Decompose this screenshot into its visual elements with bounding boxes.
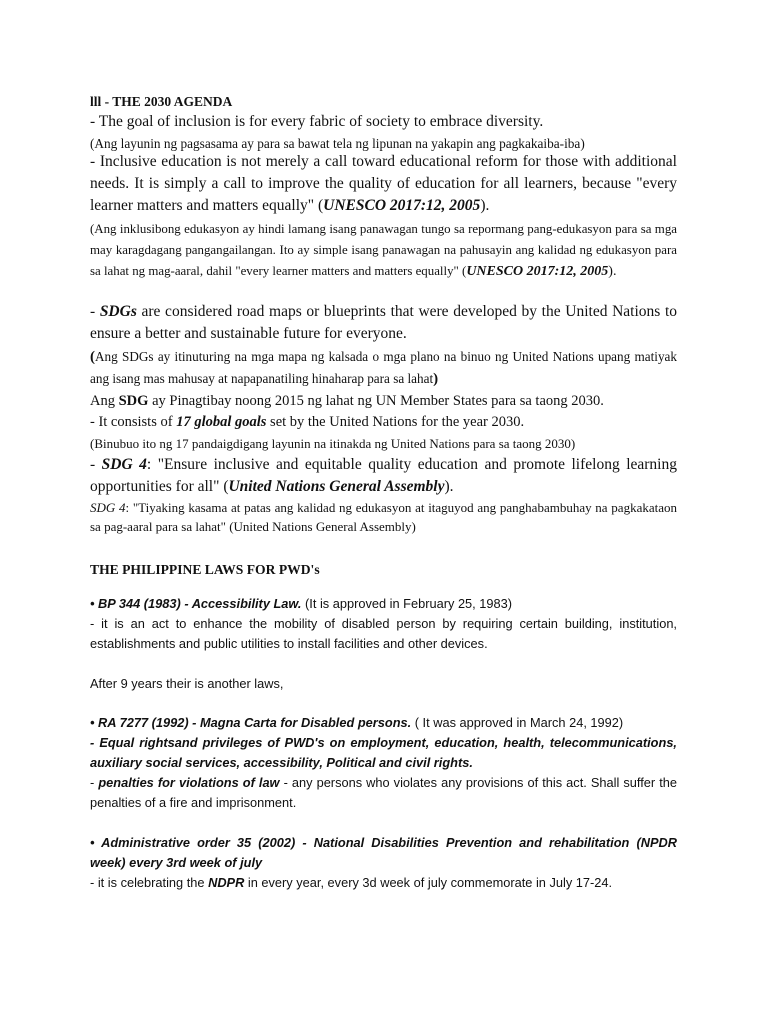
ra7277-date: ( It was approved in March 24, 1992) (411, 715, 624, 730)
bp344-title: • BP 344 (1983) - Accessibility Law. (90, 596, 302, 611)
ra7277-title-line (90, 713, 677, 733)
ra7277-rights: - Equal rightsand privileges of PWD's on employment, education, health, telecommunications, auxiliary social services, accessibility, Political and civil rights. (90, 735, 677, 770)
sdg-adoption-post: ay Pinagtibay noong 2015 ng lahat ng UN Member States para sa taong 2030. (148, 393, 604, 409)
inclusive-translation-text: (Ang inklusibong edukasyon ay hindi lamang isang panawagan tungo sa repormang pang-edukasyon para sa mga may karagdagang pangangailangan. Ito ay simple isang panawagan na pahusayin ang kalidad ng edukasyon para sa lahat ng mag-aaral, dahil "every learner matters and matters equally" ( (90, 222, 677, 278)
ao35-post: in every year, every 3d week of july commemorate in July 17-24. (244, 875, 613, 890)
sdgs-translation-close: ) (433, 371, 439, 387)
inclusion-goal-line: - The goal of inclusion is for every fabric of society to embrace diversity. (90, 113, 544, 130)
ao35-pre: - it is celebrating the (90, 875, 209, 890)
ao35-description (90, 873, 677, 893)
bp344-title-line (90, 594, 677, 614)
inclusive-translation-close: ). (608, 263, 617, 279)
sdg4-dash: - (90, 456, 102, 473)
ao35-title: • Administrative order 35 (2002) - National Disabilities Prevention and rehabilitation (NPDR week) every 3rd week of july (90, 835, 677, 870)
global-goals-line (90, 411, 677, 434)
sdgs-term: SDGs (99, 303, 137, 320)
global-goals-term: 17 global goals (176, 414, 267, 430)
penalties-dash: - (90, 775, 99, 790)
global-goals-translation: (Binubuo ito ng 17 pandaigdigang layunin na itinakda ng United Nations para sa taong 2030) (90, 436, 576, 451)
sdgs-text: are considered road maps or blueprints that were developed by the United Nations to ensure a better and sustainable future for everyone. (90, 303, 677, 342)
sdgs-paragraph (90, 301, 677, 345)
inclusive-education-translation (90, 219, 677, 282)
ra7277-title: • RA 7277 (1992) - Magna Carta for Disabled persons. (90, 715, 412, 730)
inclusive-education-text: - Inclusive education is not merely a call toward educational reform for those with additional needs. It is simply a call to improve the quality of education for all learners, because "every learner matters and matters equally" ( (90, 153, 677, 214)
sdg4-translation-term: SDG 4 (90, 500, 126, 515)
ndpr-term: NDPR (208, 875, 245, 890)
penalties-term: penalties for violations of law (98, 775, 280, 790)
sdg4-translation (90, 498, 677, 536)
sdgs-translation (90, 346, 677, 390)
after-nine-years-note: After 9 years their is another laws, (90, 676, 284, 691)
sdg4-paragraph (90, 454, 677, 498)
sdgs-translation-open: ( (90, 349, 95, 365)
penalties-text: - any persons who violates any provisions of this act. Shall suffer the penalties of a fire and imprisonment. (90, 775, 677, 810)
bp344-date: (It is approved in February 25, 1983) (301, 596, 513, 611)
global-goals-pre: - It consists of (90, 414, 177, 430)
sdg4-close: ). (444, 478, 454, 495)
bp344-description: - it is an act to enhance the mobility of disabled person by requiring certain building, institution, establishments and public utilities to install facilities and other devices. (90, 616, 677, 651)
sdg4-translation-text: : "Tiyaking kasama at patas ang kalidad ng edukasyon at itaguyod ang panghabambuhay na pagkakataon sa pag-aaral para sa lahat" (United Nations General Assembly) (90, 500, 677, 534)
global-goals-post: set by the United Nations for the year 2030. (266, 414, 525, 430)
sdgs-dash: - (90, 303, 100, 320)
sdg4-term: SDG 4 (101, 456, 147, 473)
sdg4-text: : "Ensure inclusive and equitable quality education and promote lifelong learning opportunities for all" ( (90, 456, 677, 495)
sdg-term: SDG (118, 393, 149, 409)
inclusive-close: ). (480, 197, 490, 214)
sdg-adoption-line (90, 390, 677, 413)
inclusion-goal-translation: (Ang layunin ng pagsasama ay para sa bawat tela ng lipunan na yakapin ang pagkakaiba-iba) (90, 136, 585, 151)
ra7277-penalties (90, 773, 677, 812)
un-general-assembly-citation: United Nations General Assembly (228, 478, 445, 495)
inclusive-education-paragraph (90, 151, 677, 217)
sdgs-translation-text: Ang SDGs ay itinuturing na mga mapa ng kalsada o mga plano na binuo ng United Nations upang matiyak ang isang mas mahusay at napapanatiling hinaharap para sa lahat (90, 349, 677, 386)
pwd-laws-heading: THE PHILIPPINE LAWS FOR PWD's (90, 562, 320, 577)
agenda-heading: lll - THE 2030 AGENDA (90, 94, 233, 109)
sdg-adoption-pre: Ang (90, 393, 119, 409)
unesco-translation-citation: UNESCO 2017:12, 2005 (466, 263, 609, 279)
unesco-citation: UNESCO 2017:12, 2005 (323, 197, 481, 214)
